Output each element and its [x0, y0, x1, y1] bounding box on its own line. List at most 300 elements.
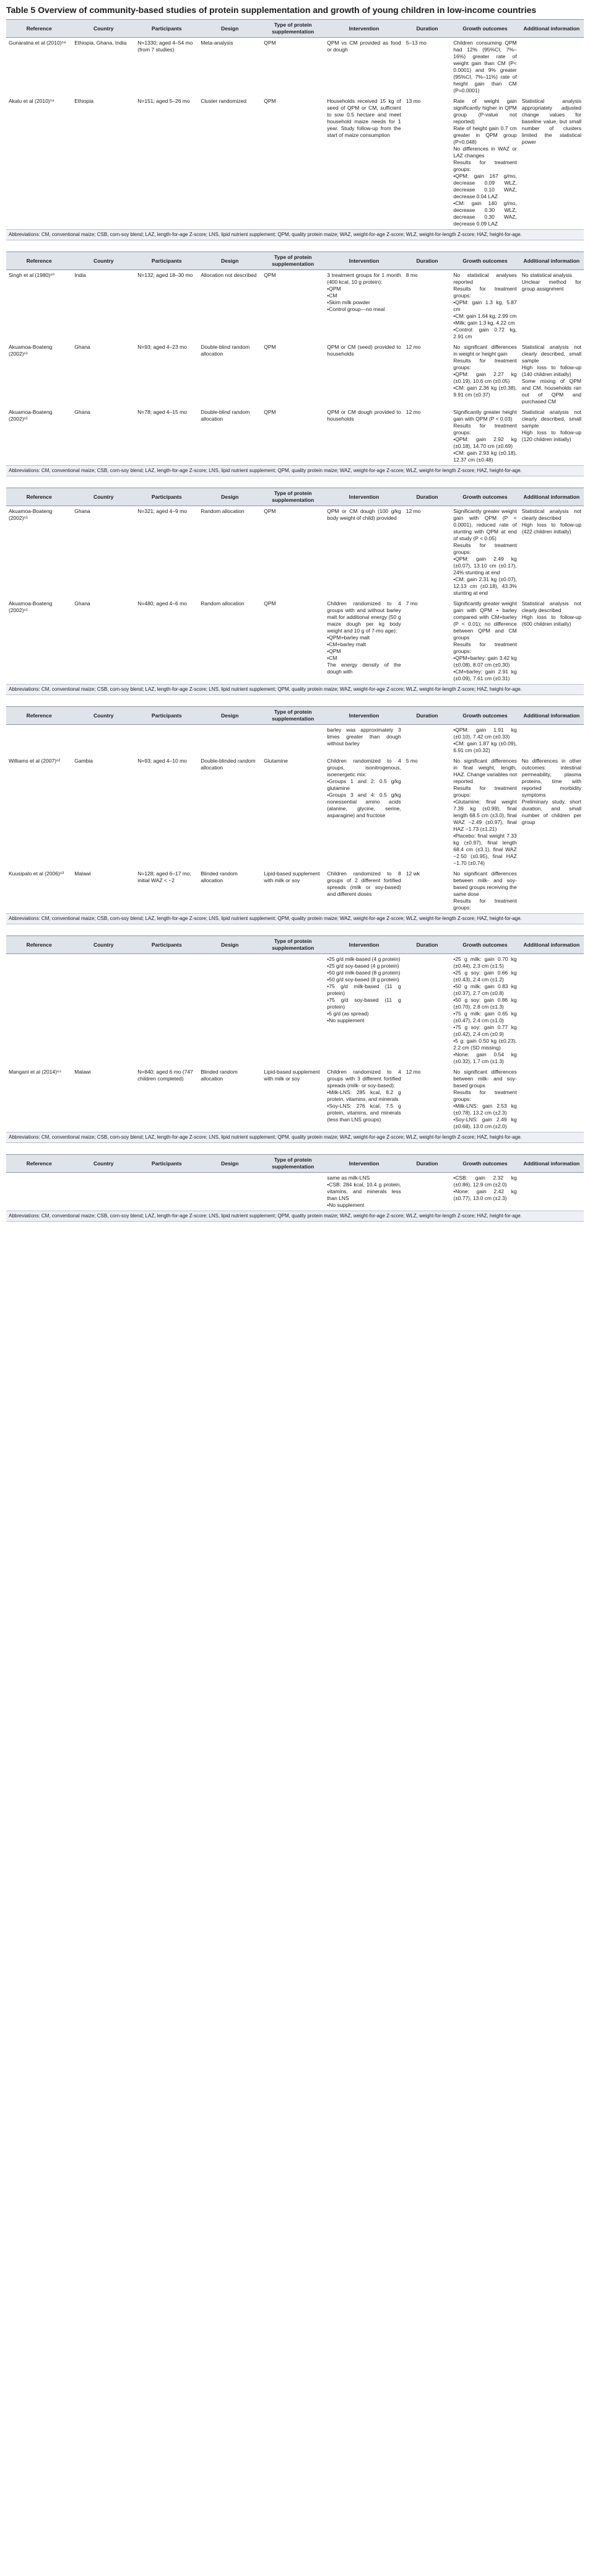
protein-type-cell: QPM: [264, 600, 276, 607]
table-row: [6, 407, 584, 465]
abbreviations-footnote: Abbreviations: CM, conventional maize; CSB, corn-soy blend; LAZ, length-for-age Z-score; LNS, lipid nutrient supplement; QPM, quality protein maize; WAZ, weight-for-age Z-score; WLZ, weight-for-length Z-score; HAZ, height-for-age.: [6, 1211, 584, 1222]
column-header: Design: [198, 20, 261, 38]
participants-cell: N=480; aged 4–6 mo: [137, 600, 187, 607]
column-header: Reference: [6, 20, 72, 38]
column-header: Participants: [135, 936, 198, 954]
country-cell: Malawi: [74, 1069, 91, 1075]
country-cell: Ghana: [74, 508, 90, 514]
country-cell: Ghana: [74, 600, 90, 607]
additional-info-cell: [519, 407, 584, 465]
cell-line: •Control group—no meal: [327, 306, 385, 312]
growth-outcomes-cell: [451, 270, 519, 343]
cell-line: •25 g/d milk-based (4 g protein): [327, 956, 401, 962]
cell-line: •QPM: gain 2.49 kg (±0.07), 13.10 cm (±0.17), 24% stunting at end: [453, 556, 517, 576]
cell-line: •QPM: gain 167 g/mo, decrease 0.09 WLZ, decrease 0.10 WAZ, decrease 0.04 LAZ: [453, 173, 517, 199]
column-header: Participants: [135, 488, 198, 506]
cell-line: Significantly greater weight gain with QPM + barley compared with CM+barley (P < 0.01); no difference between QPM and CM groups: [453, 600, 517, 641]
cell-line: Significantly greater height gain with QPM (P < 0.03): [453, 409, 517, 422]
growth-outcomes-cell: [451, 598, 519, 684]
additional-info-cell: [519, 506, 584, 599]
cell-line: Children randomized to 4 groups with 3 different fortified spreads (milk- or soy-based):: [327, 1069, 401, 1089]
table-block: [6, 488, 584, 695]
column-header: Participants: [135, 20, 198, 38]
cell-line: QPM or CM (seed) provided to households: [327, 344, 401, 357]
duration-cell: 12 mo: [406, 409, 421, 415]
cell-line: •Soy-LNS: 276 kcal, 7.5 g protein, vitamins, and minerals (less than LNS groups): [327, 1103, 401, 1123]
column-header: Design: [198, 488, 261, 506]
cell-line: Children randomized to 4 groups with and without barley malt for additional energy (50 g maize dough per kg body weight and 10 g of 7-mo age):: [327, 600, 401, 634]
cell-line: •Groups 3 and 4: 0.5 g/kg nonessential amino acids (alanine, glycine, serine, asparagine) and fructose: [327, 792, 401, 818]
cell-line: Statistical analysis not clearly described, small sample: [521, 344, 581, 364]
header-row: [6, 1155, 584, 1173]
cell-line: No significant differences between milk- and soy-based groups receiving the same dose: [453, 870, 517, 897]
reference-cell: Akalu et al (2010)⁵⁹: [9, 98, 54, 104]
reference-cell: Akuamoa-Boateng (2002)⁶¹: [9, 344, 53, 357]
cell-line: Children consuming QPM had 12% (95%CI, 7%–16%) greater rate of weight gain than CM (P< 0.0001) and 9% greater (95%CI, 7%–11%) rate of height gain than CM (P=0.0001): [453, 40, 517, 94]
column-header: Participants: [135, 1155, 198, 1173]
cell-line: •Placebo: final weight 7.33 kg (±0.97), final length 68.4 cm (±3.1), final WAZ −2.50 (±0.95), final HAZ −1.70 (±0.74): [453, 833, 517, 866]
cell-line: No significant differences in weight or height gain: [453, 344, 517, 357]
cell-line: •Milk-LNS: gain 2.53 kg (±0.78), 13.2 cm (±2.3): [453, 1103, 517, 1116]
intervention-cell: [324, 506, 404, 599]
cell-line: •75 g/d soy-based (11 g protein): [327, 997, 401, 1010]
design-cell: Meta-analysis: [201, 40, 233, 46]
cell-line: Preliminary study, short duration, and small number of children per group: [521, 799, 581, 825]
table-row: [6, 756, 584, 869]
duration-cell: 8 mo: [406, 272, 418, 278]
duration-cell: 12 mo: [406, 1069, 421, 1075]
participants-cell: N=321; aged 4–9 mo: [137, 508, 187, 514]
column-header: Intervention: [324, 707, 404, 725]
column-header: Additional information: [519, 488, 584, 506]
column-header: Design: [198, 252, 261, 270]
column-header: Intervention: [324, 936, 404, 954]
cell-line: •25 g milk: gain 0.70 kg (±0.44), 2.3 cm (±1.5): [453, 956, 517, 969]
abbreviations-footnote: Abbreviations: CM, conventional maize; CSB, corn-soy blend; LAZ, length-for-age Z-score; LNS, lipid nutrient supplement; QPM, quality protein maize; WAZ, weight-for-age Z-score; WLZ, weight-for-length Z-score; HAZ, height-for-age.: [6, 913, 584, 924]
column-header: Type of protein supplementation: [261, 252, 324, 270]
duration-cell: 12 wk: [406, 870, 420, 877]
column-header: Additional information: [519, 252, 584, 270]
cell-line: Statistical analysis not clearly described, small sample: [521, 409, 581, 429]
table-row: [6, 954, 584, 1067]
studies-table: [6, 1154, 584, 1211]
column-header: Type of protein supplementation: [261, 488, 324, 506]
additional-info-cell: [519, 598, 584, 684]
growth-outcomes-cell: [451, 725, 519, 756]
table-block: [6, 19, 584, 240]
duration-cell: 13 mo: [406, 98, 421, 104]
cell-line: •Milk: gain 1.3 kg, 4.22 cm: [453, 320, 515, 326]
column-header: Country: [72, 707, 135, 725]
cell-line: High loss to follow-up (422 children initially): [521, 522, 581, 535]
cell-line: Statistical analysis not clearly described: [521, 508, 581, 521]
growth-outcomes-cell: [451, 869, 519, 913]
abbreviations-footnote: Abbreviations: CM, conventional maize; CSB, corn-soy blend; LAZ, length-for-age Z-score; LNS, lipid nutrient supplement; QPM, quality protein maize; WAZ, weight-for-age Z-score; WLZ, weight-for-length Z-score; HAZ, height-for-age.: [6, 465, 584, 476]
table-row: [6, 38, 584, 97]
cell-line: Rate of height gain 0.7 cm greater in QPM group (P=0.048): [453, 125, 517, 145]
growth-outcomes-cell: [451, 96, 519, 229]
participants-cell: [135, 725, 198, 756]
duration-cell: [404, 1173, 451, 1211]
cell-line: Statistical analysis not clearly described: [521, 600, 581, 613]
country-cell: Ghana: [74, 344, 90, 350]
duration-cell: 7 mo: [406, 600, 418, 607]
growth-outcomes-cell: [451, 407, 519, 465]
column-header: Type of protein supplementation: [261, 936, 324, 954]
column-header: Intervention: [324, 488, 404, 506]
additional-info-cell: [519, 1067, 584, 1132]
cell-line: No significant differences between milk- and soy-based groups: [453, 1069, 517, 1089]
duration-cell: 12 mo: [406, 508, 421, 514]
design-cell: [198, 1173, 261, 1211]
growth-outcomes-cell: [451, 756, 519, 869]
cell-line: •50 g soy: gain 0.86 kg (±0.70), 2.8 cm (±1.3): [453, 997, 517, 1010]
table-title: Table 5 Overview of community-based studies of protein supplementation and growth of young children in low-income countries: [6, 5, 537, 15]
cell-line: •25 g/d soy-based (4 g protein): [327, 963, 399, 969]
protein-type-cell: QPM: [264, 508, 276, 514]
header-row: [6, 707, 584, 725]
cell-line: Children randomized to 4 groups, isonitrogenous, isoenergetic mix:: [327, 758, 401, 778]
participants-cell: [135, 1173, 198, 1211]
country-cell: Malawi: [74, 870, 91, 877]
column-header: Duration: [404, 936, 451, 954]
cell-line: Results for treatment groups:: [453, 898, 517, 911]
design-cell: Double-blinded random allocation: [201, 758, 256, 771]
cell-line: •CM: gain 140 g/mo, decrease 0.30 WLZ, decrease 0.30 WAZ, decrease 0.09 LAZ: [453, 200, 517, 227]
table-blocks: [6, 19, 584, 1222]
cell-line: •CM: gain 1.64 kg, 2.99 cm: [453, 313, 517, 319]
growth-outcomes-cell: [451, 1067, 519, 1132]
cell-line: Some mixing of QPM and CM, households ran out of QPM and purchased CM: [521, 378, 581, 405]
column-header: Design: [198, 936, 261, 954]
column-header: Duration: [404, 20, 451, 38]
cell-line: •No supplement: [327, 1017, 365, 1023]
column-header: Participants: [135, 707, 198, 725]
abbreviations-footnote: Abbreviations: CM, conventional maize; CSB, corn-soy blend; LAZ, length-for-age Z-score; LNS, lipid nutrient supplement; QPM, quality protein maize; WAZ, weight-for-age Z-score; WLZ, weight-for-length Z-score; HAZ, height-for-age.: [6, 684, 584, 695]
cell-line: •50 g milk: gain 0.83 kg (±0.37), 2.7 cm (±0.8): [453, 983, 517, 996]
column-header: Country: [72, 488, 135, 506]
cell-line: •CM+barley malt: [327, 641, 366, 647]
header-row: [6, 252, 584, 270]
cell-line: •CSB: gain 2.32 kg (±0.86), 12.9 cm (±2.0): [453, 1175, 517, 1188]
table-row: [6, 506, 584, 599]
cell-line: •5 g: gain 0.50 kg (±0.23), 2.2 cm (SD missing): [453, 1038, 517, 1051]
cell-line: •50 g/d milk-based (8 g protein): [327, 970, 401, 976]
cell-line: •Groups 1 and 2: 0.5 g/kg glutamine: [327, 778, 401, 791]
cell-line: •QPM: gain 1.91 kg (±0.10), 7.42 cm (±0.33): [453, 727, 517, 740]
cell-line: High loss to follow-up (140 children initially): [521, 364, 581, 377]
cell-line: •None: gain 0.54 kg (±0.32), 1.7 cm (±1.3): [453, 1051, 517, 1064]
cell-line: QPM or CM dough provided to households: [327, 409, 401, 422]
duration-cell: 12 mo: [406, 344, 421, 350]
country-cell: [72, 725, 135, 756]
column-header: Intervention: [324, 252, 404, 270]
duration-cell: 5 mo: [406, 758, 418, 764]
cell-line: •CM: gain 2.36 kg (±0.38), 9.91 cm (±0.37): [453, 385, 517, 398]
intervention-cell: [324, 725, 404, 756]
cell-line: •QPM+barley malt: [327, 634, 370, 641]
country-cell: Ethiopia, Ghana, India: [74, 40, 127, 46]
table-row: [6, 270, 584, 343]
growth-outcomes-cell: [451, 342, 519, 407]
cell-line: •QPM: gain 1.3 kg, 5.87 cm: [453, 299, 517, 312]
cell-line: •75 g milk: gain 0.65 kg (±0.47), 2.4 cm (±1.0): [453, 1010, 517, 1023]
duration-cell: [404, 725, 451, 756]
intervention-cell: [324, 1067, 404, 1132]
protein-type-cell: QPM: [264, 344, 276, 350]
design-cell: Blinded random allocation: [201, 870, 238, 883]
additional-info-cell: [519, 270, 584, 343]
growth-outcomes-cell: [451, 506, 519, 599]
design-cell: Double-blind random allocation: [201, 409, 250, 422]
intervention-cell: [324, 756, 404, 869]
protein-type-cell: Glutamine: [264, 758, 288, 764]
protein-type-cell: QPM: [264, 98, 276, 104]
cell-line: High loss to follow-up (600 children initially): [521, 614, 581, 627]
cell-line: Households received 15 kg of seed of QPM or CM, sufficient to sow 0.5 hectare and meet household maize needs for 1 year. Study follow-up from the start of maize consumption: [327, 98, 401, 138]
column-header: Duration: [404, 707, 451, 725]
table-block: [6, 935, 584, 1143]
cell-line: No significant differences in final weight, length, HAZ. Change variables not reported: [453, 758, 517, 784]
studies-table: [6, 488, 584, 684]
column-header: Growth outcomes: [451, 936, 519, 954]
cell-line: •QPM+barley: gain 3.42 kg (±0.08), 8.07 cm (±0.30): [453, 655, 517, 668]
abbreviations-footnote: Abbreviations: CM, conventional maize; CSB, corn-soy blend; LAZ, length-for-age Z-score; LNS, lipid nutrient supplement; QPM, quality protein maize; WAZ, weight-for-age Z-score; WLZ, weight-for-length Z-score; HAZ, height-for-age.: [6, 1132, 584, 1143]
design-cell: Allocation not described: [201, 272, 257, 278]
column-header: Type of protein supplementation: [261, 20, 324, 38]
protein-type-cell: QPM: [264, 409, 276, 415]
intervention-cell: [324, 342, 404, 407]
duration-cell: 5–13 mo: [406, 40, 427, 46]
cell-line: •CM: gain 2.31 kg (±0.07), 12.13 cm (±0.18), 43.3% stunting at end: [453, 576, 517, 596]
column-header: Duration: [404, 252, 451, 270]
design-cell: [198, 954, 261, 1067]
cell-line: barley was approximately 3 times greater than dough without barley: [327, 727, 401, 747]
column-header: Design: [198, 1155, 261, 1173]
cell-line: Unclear method for group assignment: [521, 279, 581, 292]
column-header: Country: [72, 936, 135, 954]
design-cell: Random allocation: [201, 508, 245, 514]
studies-table: [6, 19, 584, 229]
cell-line: Results for treatment groups:: [453, 286, 517, 299]
participants-cell: N=151; aged 5–26 mo: [137, 98, 190, 104]
cell-line: •Glutamine: final weight 7.39 kg (±0.99), final length 68.5 cm (±3.0), final WAZ −2.49 (±0.97), final HAZ −1.73 (±1.21): [453, 799, 517, 832]
participants-cell: N=128; aged 6–17 mo; initial WAZ < −2: [137, 870, 191, 883]
intervention-cell: [324, 270, 404, 343]
cell-line: Children randomized to 8 groups of 2 different fortified spreads (milk or soy-based) and different doses: [327, 870, 401, 897]
column-header: Reference: [6, 252, 72, 270]
cell-line: QPM or CM dough (100 g/kg body weight of child) provided: [327, 508, 401, 521]
cell-line: •CM+barley: gain 2.91 kg (±0.09), 7.61 cm (±0.31): [453, 668, 517, 681]
table-row: [6, 96, 584, 229]
reference-cell: Mangani et al (2014)⁶⁴: [9, 1069, 62, 1075]
additional-info-cell: [519, 96, 584, 229]
intervention-cell: [324, 1173, 404, 1211]
column-header: Additional information: [519, 20, 584, 38]
protein-type-cell: QPM: [264, 272, 276, 278]
column-header: Intervention: [324, 20, 404, 38]
column-header: Growth outcomes: [451, 488, 519, 506]
reference-cell: [6, 954, 72, 1067]
intervention-cell: [324, 38, 404, 97]
header-row: [6, 488, 584, 506]
country-cell: [72, 1173, 135, 1211]
participants-cell: [135, 954, 198, 1067]
additional-info-cell: [519, 342, 584, 407]
cell-line: •QPM: gain 2.92 kg (±0.18), 14.70 cm (±0.69): [453, 436, 517, 449]
reference-cell: Williams et al (2007)⁶²: [9, 758, 61, 764]
intervention-cell: [324, 407, 404, 465]
column-header: Intervention: [324, 1155, 404, 1173]
column-header: Participants: [135, 252, 198, 270]
intervention-cell: [324, 96, 404, 229]
cell-line: •QPM: [327, 286, 341, 292]
cell-line: High loss to follow-up (120 children initially): [521, 429, 581, 442]
intervention-cell: [324, 869, 404, 913]
cell-line: •Skim milk powder: [327, 299, 370, 305]
reference-cell: Akuamoa-Boateng (2002)⁶¹: [9, 409, 53, 422]
column-header: Growth outcomes: [451, 20, 519, 38]
cell-line: No differences in WAZ or LAZ changes: [453, 146, 517, 159]
column-header: Country: [72, 1155, 135, 1173]
participants-cell: N=132; aged 18–30 mo: [137, 272, 193, 278]
cell-line: •CM: [327, 655, 337, 661]
cell-line: •Control: gain 0.72 kg, 2.91 cm: [453, 326, 517, 340]
cell-line: Results for treatment groups:: [453, 423, 517, 436]
studies-table: [6, 935, 584, 1132]
country-cell: Ghana: [74, 409, 90, 415]
cell-line: No statistical analyses reported: [453, 272, 517, 285]
cell-line: Results for treatment groups:: [453, 542, 517, 555]
cell-line: QPM vs CM provided as food or dough: [327, 40, 401, 53]
cell-line: same as milk-LNS: [327, 1175, 370, 1181]
participants-cell: N=93; aged 4–10 mo: [137, 758, 187, 764]
additional-info-cell: [519, 1173, 584, 1211]
abbreviations-footnote: Abbreviations: CM, conventional maize; CSB, corn-soy blend; LAZ, length-for-age Z-score; LNS, lipid nutrient supplement; QPM, quality protein maize; WAZ, weight-for-age Z-score; WLZ, weight-for-length Z-score; HAZ, height-for-age.: [6, 229, 584, 240]
cell-line: No differences in other outcomes: intestinal permeability, plasma proteins, time with reported morbidity symptoms: [521, 758, 581, 798]
column-header: Duration: [404, 1155, 451, 1173]
column-header: Growth outcomes: [451, 252, 519, 270]
protein-type-cell: Lipid-based supplement with milk or soy: [264, 870, 320, 883]
column-header: Design: [198, 707, 261, 725]
protein-type-cell: [261, 954, 324, 1067]
reference-cell: Kuusipalo et al (2006)⁶³: [9, 870, 64, 877]
design-cell: Blinded random allocation: [201, 1069, 238, 1082]
column-header: Additional information: [519, 707, 584, 725]
participants-cell: N=1330; aged 4–54 mo (from 7 studies): [137, 40, 193, 53]
column-header: Growth outcomes: [451, 1155, 519, 1173]
cell-line: •5 g/d (as spread): [327, 1010, 369, 1017]
cell-line: 3 treatment groups for 1 month (400 kcal, 10 g protein):: [327, 272, 401, 285]
reference-cell: Gunaratna et al (2010)⁵⁸: [9, 40, 66, 46]
cell-line: •CM: [327, 292, 337, 299]
cell-line: •25 g soy: gain 0.66 kg (±0.43), 2.4 cm (±1.2): [453, 970, 517, 983]
growth-outcomes-cell: [451, 38, 519, 97]
cell-line: •None: gain 2.42 kg (±0.77), 13.0 cm (±2.3): [453, 1188, 517, 1201]
growth-outcomes-cell: [451, 954, 519, 1067]
cell-line: No statistical analysis: [521, 272, 573, 278]
cell-line: Results for treatment groups:: [453, 1089, 517, 1102]
cell-line: The energy density of the dough with: [327, 662, 401, 675]
cell-line: •CM: gain 1.87 kg (±0.09), 6.91 cm (±0.32): [453, 740, 517, 753]
cell-line: Results for treatment groups:: [453, 357, 517, 370]
cell-line: •No supplement: [327, 1202, 365, 1208]
column-header: Country: [72, 252, 135, 270]
design-cell: [198, 725, 261, 756]
additional-info-cell: [519, 954, 584, 1067]
additional-info-cell: [519, 38, 584, 97]
participants-cell: N=78; aged 4–15 mo: [137, 409, 187, 415]
protein-type-cell: [261, 725, 324, 756]
header-row: [6, 936, 584, 954]
country-cell: India: [74, 272, 86, 278]
participants-cell: N=93; aged 4–23 mo: [137, 344, 187, 350]
table-row: [6, 598, 584, 684]
cell-line: •CM: gain 2.93 kg (±0.18), 12.37 cm (±0.48): [453, 450, 517, 463]
column-header: Reference: [6, 1155, 72, 1173]
country-cell: Gambia: [74, 758, 93, 764]
protein-type-cell: QPM: [264, 40, 276, 46]
table-row: [6, 342, 584, 407]
cell-line: Results for treatment groups:: [453, 785, 517, 798]
intervention-cell: [324, 598, 404, 684]
reference-cell: [6, 1173, 72, 1211]
table-block: [6, 1154, 584, 1222]
reference-cell: Akuamoa-Boateng (2002)⁶¹: [9, 508, 53, 521]
table-row: [6, 1173, 584, 1211]
country-cell: [72, 954, 135, 1067]
column-header: Duration: [404, 488, 451, 506]
intervention-cell: [324, 954, 404, 1067]
reference-cell: Singh et al (1980)⁶⁰: [9, 272, 55, 278]
column-header: Growth outcomes: [451, 707, 519, 725]
cell-line: Results for treatment groups:: [453, 159, 517, 172]
cell-line: •CSB: 284 kcal, 10.4 g protein, vitamins, and minerals less than LNS: [327, 1181, 401, 1201]
design-cell: Double-blind random allocation: [201, 344, 250, 357]
cell-line: •Soy-LNS: gain 2.49 kg (±0.68), 13.0 cm (±2.0): [453, 1116, 517, 1129]
table-row: [6, 869, 584, 913]
page: [0, 0, 590, 1238]
header-row: [6, 20, 584, 38]
table-block: [6, 252, 584, 476]
cell-line: •50 g/d soy-based (8 g protein): [327, 976, 399, 983]
reference-cell: [6, 725, 72, 756]
cell-line: •75 g soy: gain 0.77 kg (±0.42), 2.4 cm (±0.9): [453, 1024, 517, 1037]
cell-line: •QPM: gain 2.27 kg (±0.19), 10.6 cm (±0.05): [453, 371, 517, 384]
additional-info-cell: [519, 869, 584, 913]
studies-table: [6, 252, 584, 465]
design-cell: Cluster randomized: [201, 98, 246, 104]
protein-type-cell: Lipid-based supplement with milk or soy: [264, 1069, 320, 1082]
cell-line: •QPM: [327, 648, 341, 654]
column-header: Type of protein supplementation: [261, 707, 324, 725]
additional-info-cell: [519, 756, 584, 869]
participants-cell: N=840; aged 6 mo (747 children completed): [137, 1069, 193, 1082]
country-cell: Ethiopia: [74, 98, 93, 104]
column-header: Type of protein supplementation: [261, 1155, 324, 1173]
table-row: [6, 1067, 584, 1132]
table-row: [6, 725, 584, 756]
cell-line: Rate of weight gain significantly higher in QPM group (P-value not reported): [453, 98, 517, 125]
column-header: Additional information: [519, 936, 584, 954]
cell-line: •75 g/d milk-based (11 g protein): [327, 983, 401, 996]
duration-cell: [404, 954, 451, 1067]
table-block: [6, 706, 584, 924]
reference-cell: Akuamoa-Boateng (2002)⁶¹: [9, 600, 53, 613]
protein-type-cell: [261, 1173, 324, 1211]
design-cell: Random allocation: [201, 600, 245, 607]
cell-line: Statistical analysis appropriately adjusted change values for baseline value, but small number of clusters limited the statistical power: [521, 98, 581, 145]
